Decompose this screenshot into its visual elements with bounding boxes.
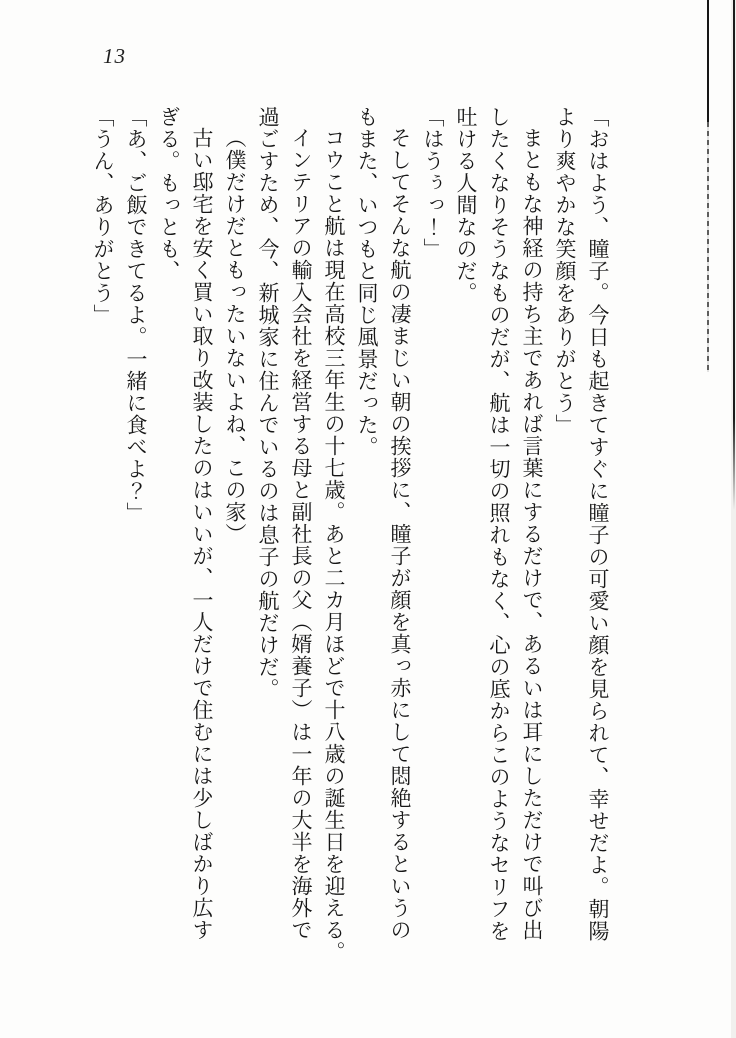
text-line: インテリアの輸入会社を経営する母と副社長の父（婿養子）は一年の大半を海外で: [289, 127, 313, 941]
body-text: [86, 106, 614, 986]
page-number: 13: [103, 44, 126, 68]
text-line: そしてそんな航の凄まじい朝の挨拶に、瞳子が顔を真っ赤にして悶絶するというの: [388, 127, 412, 941]
text-line: 吐ける人間なのだ。: [454, 106, 478, 304]
text-line: したくなりそうなものだが、航は一切の照れもなく、心の底からこのようなセリフを: [487, 106, 511, 942]
text-line: もまた、いつもと同じ風景だった。: [355, 106, 379, 458]
text-line: （僕だけだともったいないよね、この家）: [223, 127, 247, 545]
scan-artifact-line: [707, 0, 709, 122]
text-line: 古い邸宅を安く買い取り改装したのはいいが、一人だけで住むには少しばかり広す: [190, 127, 214, 941]
text-line: より爽やかな笑顔をありがとう」: [553, 106, 577, 436]
text-line: 過ごすため、今、新城家に住んでいるのは息子の航だけだ。: [256, 106, 280, 700]
text-line: ぎる。もっとも、: [157, 106, 181, 282]
text-line: 「おはよう、瞳子。今日も起きてすぐに瞳子の可愛い顔を見られて、幸せだよ。朝陽: [586, 106, 610, 942]
page-edge-line: [733, 0, 735, 510]
text-line: 「うん、ありがとう」: [91, 106, 115, 326]
text-line: 「あ、ご飯できてるよ。一緒に食べよ？」: [124, 106, 148, 524]
text-line: まともな神経の持ち主であれば言葉にするだけで、あるいは耳にしただけで叫び出: [520, 127, 544, 941]
scan-artifact-line-fade: [707, 122, 709, 372]
text-line: コウこと航は現在高校三年生の十七歳。あと二カ月ほどで十八歳の誕生日を迎える。: [322, 127, 346, 963]
text-line: 「はうぅっ！」: [421, 106, 445, 260]
